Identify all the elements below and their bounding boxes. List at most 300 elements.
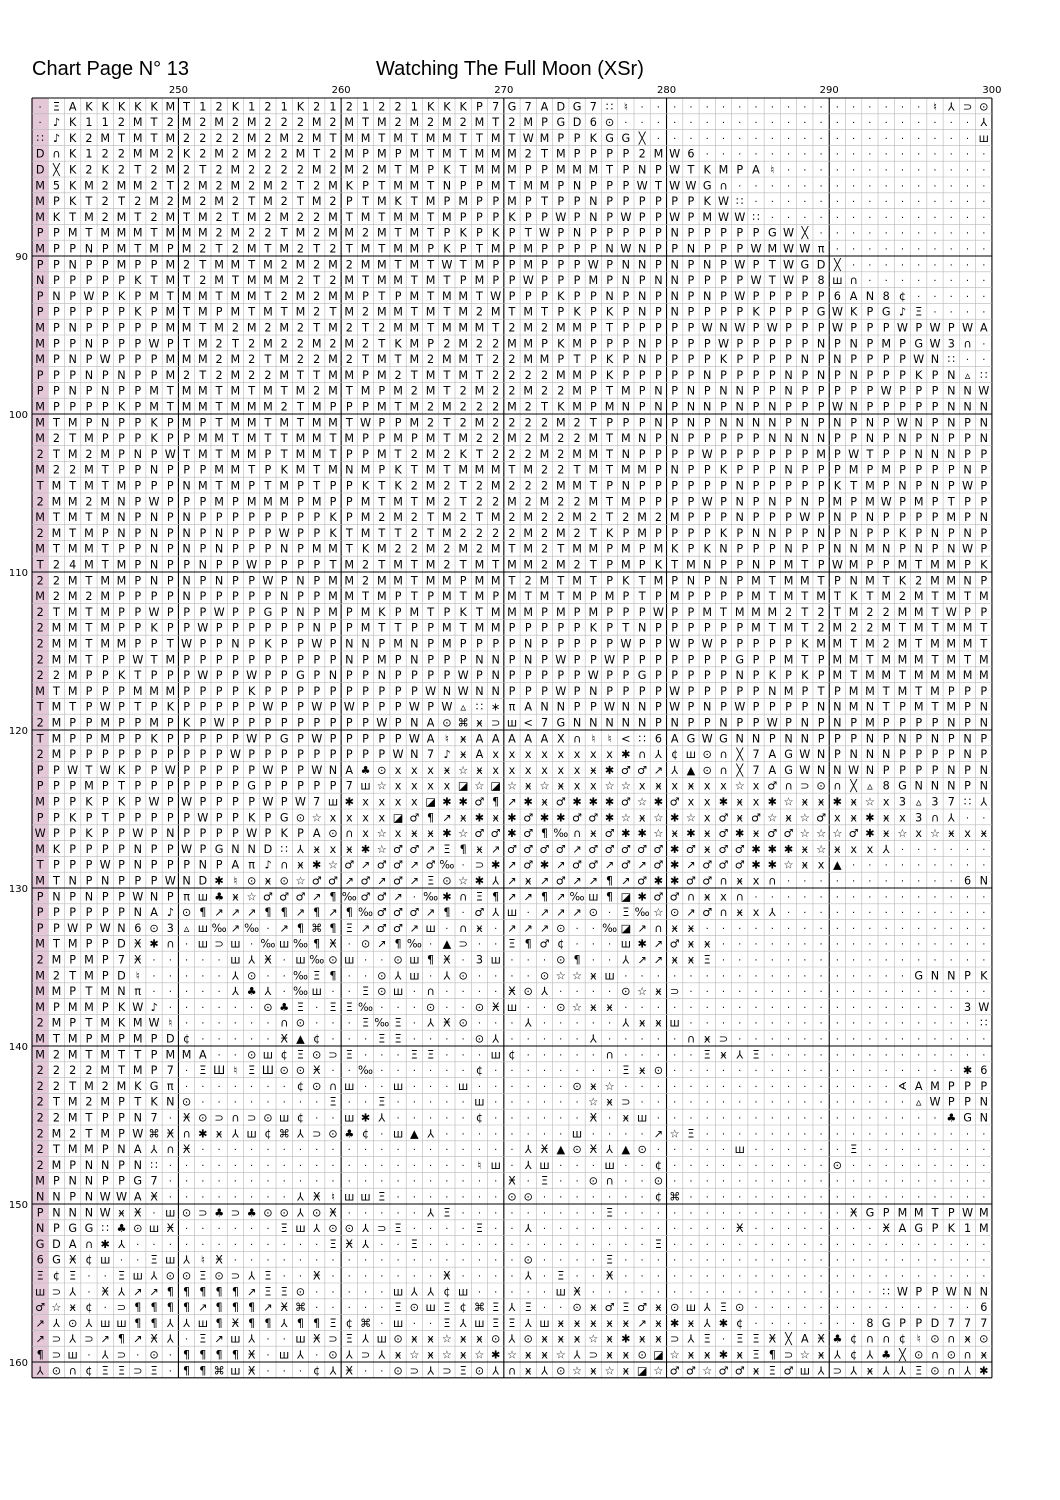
stitch-symbol: · — [868, 1177, 871, 1188]
stitch-symbol: · — [722, 134, 725, 145]
stitch-symbol: N — [524, 653, 532, 666]
stitch-symbol: K — [53, 843, 61, 856]
stitch-symbol: T — [361, 590, 369, 603]
stitch-symbol: ¶ — [313, 938, 320, 951]
stitch-symbol: ☆ — [605, 1080, 615, 1093]
stitch-symbol: 2 — [541, 369, 548, 382]
stitch-symbol: · — [836, 940, 839, 951]
stitch-symbol: P — [541, 116, 548, 129]
stitch-symbol: M — [84, 480, 94, 493]
stitch-symbol: P — [720, 511, 727, 524]
stitch-symbol: · — [852, 987, 855, 998]
stitch-symbol: · — [575, 1019, 578, 1030]
stitch-symbol: P — [736, 306, 743, 319]
stitch-symbol: P — [688, 622, 695, 635]
stitch-symbol: P — [444, 227, 451, 240]
stitch-symbol: P — [606, 258, 613, 271]
stitch-symbol: · — [820, 940, 823, 951]
stitch-symbol: P — [850, 353, 857, 366]
stitch-symbol: · — [120, 1256, 123, 1267]
stitch-symbol: P — [232, 780, 239, 793]
stitch-symbol: ♂ — [588, 811, 598, 824]
stitch-symbol: K — [150, 1096, 158, 1109]
stitch-symbol: M — [214, 258, 224, 271]
stitch-symbol: T — [329, 132, 337, 145]
stitch-symbol: Ξ — [346, 1048, 353, 1061]
stitch-symbol: · — [364, 1098, 367, 1109]
stitch-symbol: · — [852, 245, 855, 256]
stitch-symbol: Ξ — [297, 1048, 304, 1061]
stitch-symbol: ⌘ — [669, 1191, 680, 1204]
stitch-symbol: P — [281, 717, 288, 730]
stitch-symbol: · — [803, 1303, 806, 1314]
stitch-symbol: x — [395, 796, 402, 809]
stitch-symbol: A — [541, 732, 549, 745]
stitch-symbol: · — [738, 1161, 741, 1172]
stitch-symbol: P — [118, 653, 125, 666]
stitch-symbol: N — [947, 448, 955, 461]
stitch-symbol: P — [671, 480, 678, 493]
stitch-symbol: 2 — [313, 211, 320, 224]
stitch-symbol: M — [117, 179, 127, 192]
stitch-symbol: P — [37, 890, 44, 903]
stitch-symbol: · — [982, 1129, 985, 1140]
stitch-symbol: · — [787, 1272, 790, 1283]
stitch-symbol: M — [588, 543, 598, 556]
stitch-symbol: M — [100, 1033, 110, 1046]
stitch-symbol: · — [543, 1224, 546, 1235]
stitch-symbol: · — [868, 971, 871, 982]
stitch-symbol: N — [85, 1175, 93, 1188]
stitch-symbol: P — [883, 527, 890, 540]
stitch-symbol: W — [767, 717, 778, 730]
stitch-symbol: N — [182, 590, 190, 603]
stitch-symbol: · — [641, 1272, 644, 1283]
stitch-symbol: T — [215, 290, 223, 303]
stitch-symbol: ↗ — [361, 859, 370, 872]
stitch-symbol: T — [865, 590, 873, 603]
stitch-symbol: ¢ — [655, 1159, 662, 1172]
stitch-symbol: W — [897, 1285, 908, 1298]
stitch-symbol: W — [604, 653, 615, 666]
stitch-symbol: ⊙ — [312, 1048, 321, 1061]
stitch-symbol: P — [736, 274, 743, 287]
stitch-symbol: · — [852, 1177, 855, 1188]
stitch-symbol: · — [462, 1066, 465, 1077]
stitch-symbol: P — [199, 590, 206, 603]
stitch-symbol: · — [966, 940, 969, 951]
stitch-symbol: · — [527, 1066, 530, 1077]
stitch-symbol: 2 — [167, 195, 174, 208]
stitch-symbol: M — [165, 274, 175, 287]
stitch-symbol: ♂ — [377, 890, 387, 903]
stitch-symbol: K — [69, 164, 77, 177]
stitch-symbol: A — [492, 732, 500, 745]
stitch-symbol: P — [151, 811, 158, 824]
stitch-symbol: ∩ — [182, 1127, 190, 1140]
stitch-symbol: G — [638, 669, 647, 682]
stitch-symbol: W — [100, 1191, 111, 1204]
stitch-symbol: · — [917, 892, 920, 903]
stitch-symbol: ⊃ — [312, 1127, 321, 1140]
stitch-symbol: · — [868, 1224, 871, 1235]
stitch-symbol: · — [771, 1272, 774, 1283]
stitch-symbol: · — [315, 1287, 318, 1298]
stitch-symbol: P — [37, 258, 44, 271]
stitch-symbol: 2 — [329, 274, 336, 287]
stitch-symbol: ✱ — [589, 796, 598, 809]
stitch-symbol: x — [557, 748, 564, 761]
stitch-symbol: Ξ — [102, 1364, 109, 1377]
stitch-symbol: · — [852, 1035, 855, 1046]
stitch-symbol: · — [348, 1272, 351, 1283]
stitch-symbol: P — [590, 401, 597, 414]
stitch-symbol: · — [266, 1019, 269, 1030]
stitch-symbol: · — [820, 1145, 823, 1156]
stitch-symbol: · — [429, 1098, 432, 1109]
stitch-symbol: P — [118, 1159, 125, 1172]
stitch-symbol: · — [836, 987, 839, 998]
stitch-symbol: · — [689, 1050, 692, 1061]
stitch-symbol: ∩ — [719, 875, 727, 888]
stitch-symbol: · — [331, 1287, 334, 1298]
stitch-symbol: · — [445, 1129, 448, 1140]
stitch-symbol: · — [380, 1050, 383, 1061]
stitch-symbol: · — [836, 1145, 839, 1156]
stitch-symbol: Ξ — [150, 1254, 157, 1267]
stitch-symbol: T — [377, 337, 385, 350]
stitch-symbol: ⊃ — [670, 985, 679, 998]
stitch-symbol: W — [246, 827, 257, 840]
stitch-symbol: P — [639, 416, 646, 429]
stitch-symbol: P — [232, 511, 239, 524]
stitch-symbol: T — [589, 559, 597, 572]
stitch-symbol: ¶ — [232, 1349, 239, 1362]
stitch-symbol: W — [116, 1191, 127, 1204]
stitch-symbol: M — [946, 669, 956, 682]
stitch-symbol: ♂ — [328, 875, 338, 888]
stitch-symbol: ↗ — [410, 875, 419, 888]
stitch-symbol: M — [377, 227, 387, 240]
stitch-symbol: Ξ — [362, 1017, 369, 1030]
stitch-symbol: Ӿ — [882, 1222, 890, 1235]
stitch-symbol: K — [134, 1080, 142, 1093]
stitch-symbol: W — [832, 559, 843, 572]
stitch-symbol: T — [377, 179, 385, 192]
stitch-symbol: M — [556, 527, 566, 540]
stitch-symbol: ∩ — [166, 938, 174, 951]
stitch-symbol: 2 — [525, 448, 532, 461]
stitch-symbol: · — [852, 892, 855, 903]
stitch-symbol: P — [688, 258, 695, 271]
stitch-symbol: M — [572, 511, 582, 524]
stitch-symbol: W — [669, 148, 680, 161]
stitch-symbol: M — [328, 464, 338, 477]
stitch-symbol: G — [817, 306, 826, 319]
stitch-symbol: P — [688, 717, 695, 730]
stitch-symbol: P — [769, 638, 776, 651]
stitch-symbol: · — [852, 1161, 855, 1172]
stitch-symbol: P — [574, 243, 581, 256]
stitch-symbol: ✱ — [491, 1349, 500, 1362]
stitch-symbol: T — [68, 480, 76, 493]
stitch-symbol: M — [377, 258, 387, 271]
stitch-symbol: · — [169, 956, 172, 967]
stitch-symbol: · — [820, 1129, 823, 1140]
stitch-symbol: M — [100, 606, 110, 619]
stitch-symbol: · — [706, 1208, 709, 1219]
stitch-symbol: ✱ — [768, 796, 777, 809]
stitch-symbol: ∩ — [605, 1048, 613, 1061]
stitch-symbol: · — [559, 1066, 562, 1077]
stitch-symbol: W — [246, 669, 257, 682]
stitch-symbol: ⊙ — [328, 827, 337, 840]
stitch-symbol: P — [216, 796, 223, 809]
stitch-symbol: P — [118, 464, 125, 477]
stitch-symbol: N — [801, 732, 809, 745]
stitch-symbol: ⌘ — [474, 1301, 485, 1314]
stitch-symbol: P — [883, 369, 890, 382]
stitch-symbol: M — [296, 432, 306, 445]
stitch-symbol: · — [592, 1050, 595, 1061]
stitch-symbol: P — [801, 290, 808, 303]
stitch-symbol: · — [592, 1129, 595, 1140]
stitch-symbol: ☆ — [621, 780, 631, 793]
stitch-symbol: ↗ — [393, 890, 402, 903]
stitch-symbol: · — [803, 1193, 806, 1204]
stitch-symbol: T — [85, 227, 93, 240]
stitch-symbol: P — [151, 843, 158, 856]
stitch-symbol: 2 — [37, 1096, 44, 1109]
stitch-symbol: T — [133, 164, 141, 177]
stitch-symbol: T — [508, 464, 516, 477]
stitch-symbol: M — [182, 385, 192, 398]
stitch-symbol: M — [279, 480, 289, 493]
stitch-symbol: 2 — [492, 369, 499, 382]
stitch-symbol: M — [165, 100, 175, 113]
stitch-symbol: T — [101, 480, 109, 493]
stitch-symbol: ⊙ — [475, 1364, 484, 1377]
stitch-symbol: ♂ — [507, 843, 517, 856]
stitch-symbol: P — [622, 606, 629, 619]
stitch-symbol: ¶ — [427, 811, 434, 824]
stitch-symbol: P — [850, 732, 857, 745]
stitch-symbol: P — [102, 843, 109, 856]
stitch-symbol: M — [263, 258, 273, 271]
stitch-symbol: T — [166, 638, 174, 651]
stitch-symbol: ӿ — [265, 875, 272, 888]
stitch-symbol: 2 — [281, 195, 288, 208]
stitch-symbol: 2 — [232, 195, 239, 208]
stitch-symbol: N — [68, 385, 76, 398]
stitch-symbol: · — [283, 1240, 286, 1251]
stitch-symbol: T — [394, 164, 402, 177]
stitch-symbol: G — [914, 337, 923, 350]
stitch-symbol: · — [787, 213, 790, 224]
stitch-symbol: 2 — [281, 179, 288, 192]
stitch-symbol: · — [820, 213, 823, 224]
stitch-symbol: ◪ — [425, 796, 436, 809]
stitch-symbol: W — [620, 638, 631, 651]
stitch-symbol: ¢ — [264, 1127, 271, 1140]
stitch-symbol: K — [834, 480, 842, 493]
stitch-symbol: · — [510, 956, 513, 967]
stitch-symbol: W — [360, 416, 371, 429]
stitch-symbol: ‰ — [553, 827, 568, 840]
stitch-symbol: P — [574, 258, 581, 271]
stitch-symbol: ш — [979, 132, 989, 145]
stitch-symbol: ӿ — [671, 827, 678, 840]
stitch-symbol: T — [36, 859, 44, 872]
stitch-symbol: Ӿ — [589, 1143, 597, 1156]
stitch-symbol: · — [315, 1114, 318, 1125]
stitch-symbol: P — [655, 195, 662, 208]
stitch-symbol: N — [280, 543, 288, 556]
stitch-symbol: Ξ — [362, 985, 369, 998]
stitch-symbol: ш — [393, 1285, 403, 1298]
stitch-symbol: P — [395, 701, 402, 714]
stitch-symbol: · — [608, 940, 611, 951]
stitch-symbol: ш — [68, 1349, 78, 1362]
stitch-symbol: · — [901, 1050, 904, 1061]
stitch-symbol: N — [947, 780, 955, 793]
stitch-symbol: M — [572, 385, 582, 398]
stitch-symbol: 2 — [557, 495, 564, 508]
stitch-symbol: M — [898, 685, 908, 698]
stitch-symbol: ↗ — [540, 906, 549, 919]
stitch-symbol: N — [947, 717, 955, 730]
stitch-symbol: K — [704, 543, 712, 556]
stitch-symbol: ⊙ — [393, 1333, 402, 1346]
stitch-symbol: M — [833, 669, 843, 682]
stitch-symbol: · — [933, 276, 936, 287]
stitch-symbol: · — [706, 1177, 709, 1188]
stitch-symbol: Ξ — [622, 1301, 629, 1314]
stitch-symbol: P — [69, 954, 76, 967]
stitch-symbol: · — [901, 118, 904, 129]
stitch-symbol: N — [52, 1206, 60, 1219]
stitch-symbol: · — [413, 1319, 416, 1330]
stitch-symbol: M — [442, 322, 452, 335]
stitch-symbol: P — [753, 480, 760, 493]
stitch-symbol: · — [901, 1066, 904, 1077]
stitch-symbol: · — [901, 845, 904, 856]
stitch-symbol: M — [458, 195, 468, 208]
stitch-symbol: · — [396, 1272, 399, 1283]
stitch-symbol: · — [592, 1256, 595, 1267]
stitch-symbol: · — [982, 1035, 985, 1046]
stitch-symbol: P — [167, 495, 174, 508]
stitch-symbol: M — [312, 164, 322, 177]
stitch-symbol: M — [214, 148, 224, 161]
stitch-symbol: Ξ — [346, 1333, 353, 1346]
stitch-symbol: · — [722, 971, 725, 982]
stitch-symbol: · — [39, 102, 42, 113]
stitch-symbol: · — [201, 1098, 204, 1109]
stitch-symbol: · — [624, 1177, 627, 1188]
stitch-symbol: M — [312, 416, 322, 429]
stitch-symbol: · — [982, 908, 985, 919]
stitch-symbol: P — [69, 369, 76, 382]
stitch-symbol: M — [393, 385, 403, 398]
stitch-symbol: M — [475, 116, 485, 129]
stitch-symbol: M — [491, 132, 501, 145]
stitch-symbol: ‰ — [407, 938, 422, 951]
stitch-symbol: N — [247, 843, 255, 856]
stitch-symbol: P — [785, 495, 792, 508]
stitch-symbol: ↗ — [507, 859, 516, 872]
stitch-symbol: · — [657, 1287, 660, 1298]
stitch-symbol: · — [299, 1161, 302, 1172]
stitch-symbol: · — [494, 1193, 497, 1204]
stitch-symbol: 2 — [102, 211, 109, 224]
stitch-symbol: ✱ — [198, 1127, 207, 1140]
stitch-symbol: ⊃ — [670, 1333, 679, 1346]
stitch-symbol: · — [787, 877, 790, 888]
stitch-symbol: P — [932, 385, 939, 398]
stitch-symbol: ▵ — [184, 922, 190, 935]
stitch-symbol: M — [100, 985, 110, 998]
stitch-symbol: 2 — [346, 353, 353, 366]
stitch-symbol: P — [313, 780, 320, 793]
stitch-symbol: N — [980, 1112, 988, 1125]
stitch-symbol: N — [573, 179, 581, 192]
stitch-symbol: · — [315, 1003, 318, 1014]
stitch-symbol: N — [540, 701, 548, 714]
stitch-symbol: ш — [198, 1317, 208, 1330]
stitch-symbol: x — [753, 906, 760, 919]
stitch-symbol: M — [52, 985, 62, 998]
stitch-symbol: ∷ — [752, 211, 759, 224]
stitch-symbol: · — [185, 1193, 188, 1204]
stitch-symbol: ⊙ — [491, 1333, 500, 1346]
stitch-symbol: P — [883, 416, 890, 429]
stitch-symbol: P — [86, 401, 93, 414]
stitch-symbol: · — [933, 197, 936, 208]
stitch-symbol: ☆ — [51, 1301, 61, 1314]
stitch-symbol: P — [216, 811, 223, 824]
stitch-symbol: 2 — [85, 132, 92, 145]
stitch-symbol: M — [165, 227, 175, 240]
stitch-symbol: ♂ — [605, 827, 615, 840]
stitch-symbol: ¶ — [297, 922, 304, 935]
stitch-symbol: P — [574, 638, 581, 651]
stitch-symbol: · — [917, 1177, 920, 1188]
stitch-symbol: P — [655, 369, 662, 382]
stitch-symbol: N — [329, 764, 337, 777]
stitch-symbol: · — [234, 1256, 237, 1267]
stitch-symbol: P — [801, 701, 808, 714]
stitch-symbol: ӿ — [688, 780, 695, 793]
stitch-symbol: Ξ — [346, 1001, 353, 1014]
stitch-symbol: · — [836, 1019, 839, 1030]
stitch-symbol: · — [348, 1035, 351, 1046]
stitch-symbol: · — [478, 1145, 481, 1156]
stitch-symbol: M — [507, 559, 517, 572]
stitch-symbol: 2 — [199, 116, 206, 129]
stitch-symbol: W — [344, 701, 355, 714]
stitch-symbol: ⅄ — [654, 748, 662, 761]
stitch-symbol: M — [263, 306, 273, 319]
stitch-symbol: P — [671, 495, 678, 508]
stitch-symbol: ш — [230, 954, 240, 967]
stitch-symbol: ✱ — [637, 827, 646, 840]
stitch-symbol: ⊙ — [654, 1064, 663, 1077]
stitch-symbol: N — [670, 274, 678, 287]
stitch-symbol: T — [914, 638, 922, 651]
stitch-symbol: ¶ — [460, 843, 467, 856]
stitch-symbol: P — [948, 1206, 955, 1219]
